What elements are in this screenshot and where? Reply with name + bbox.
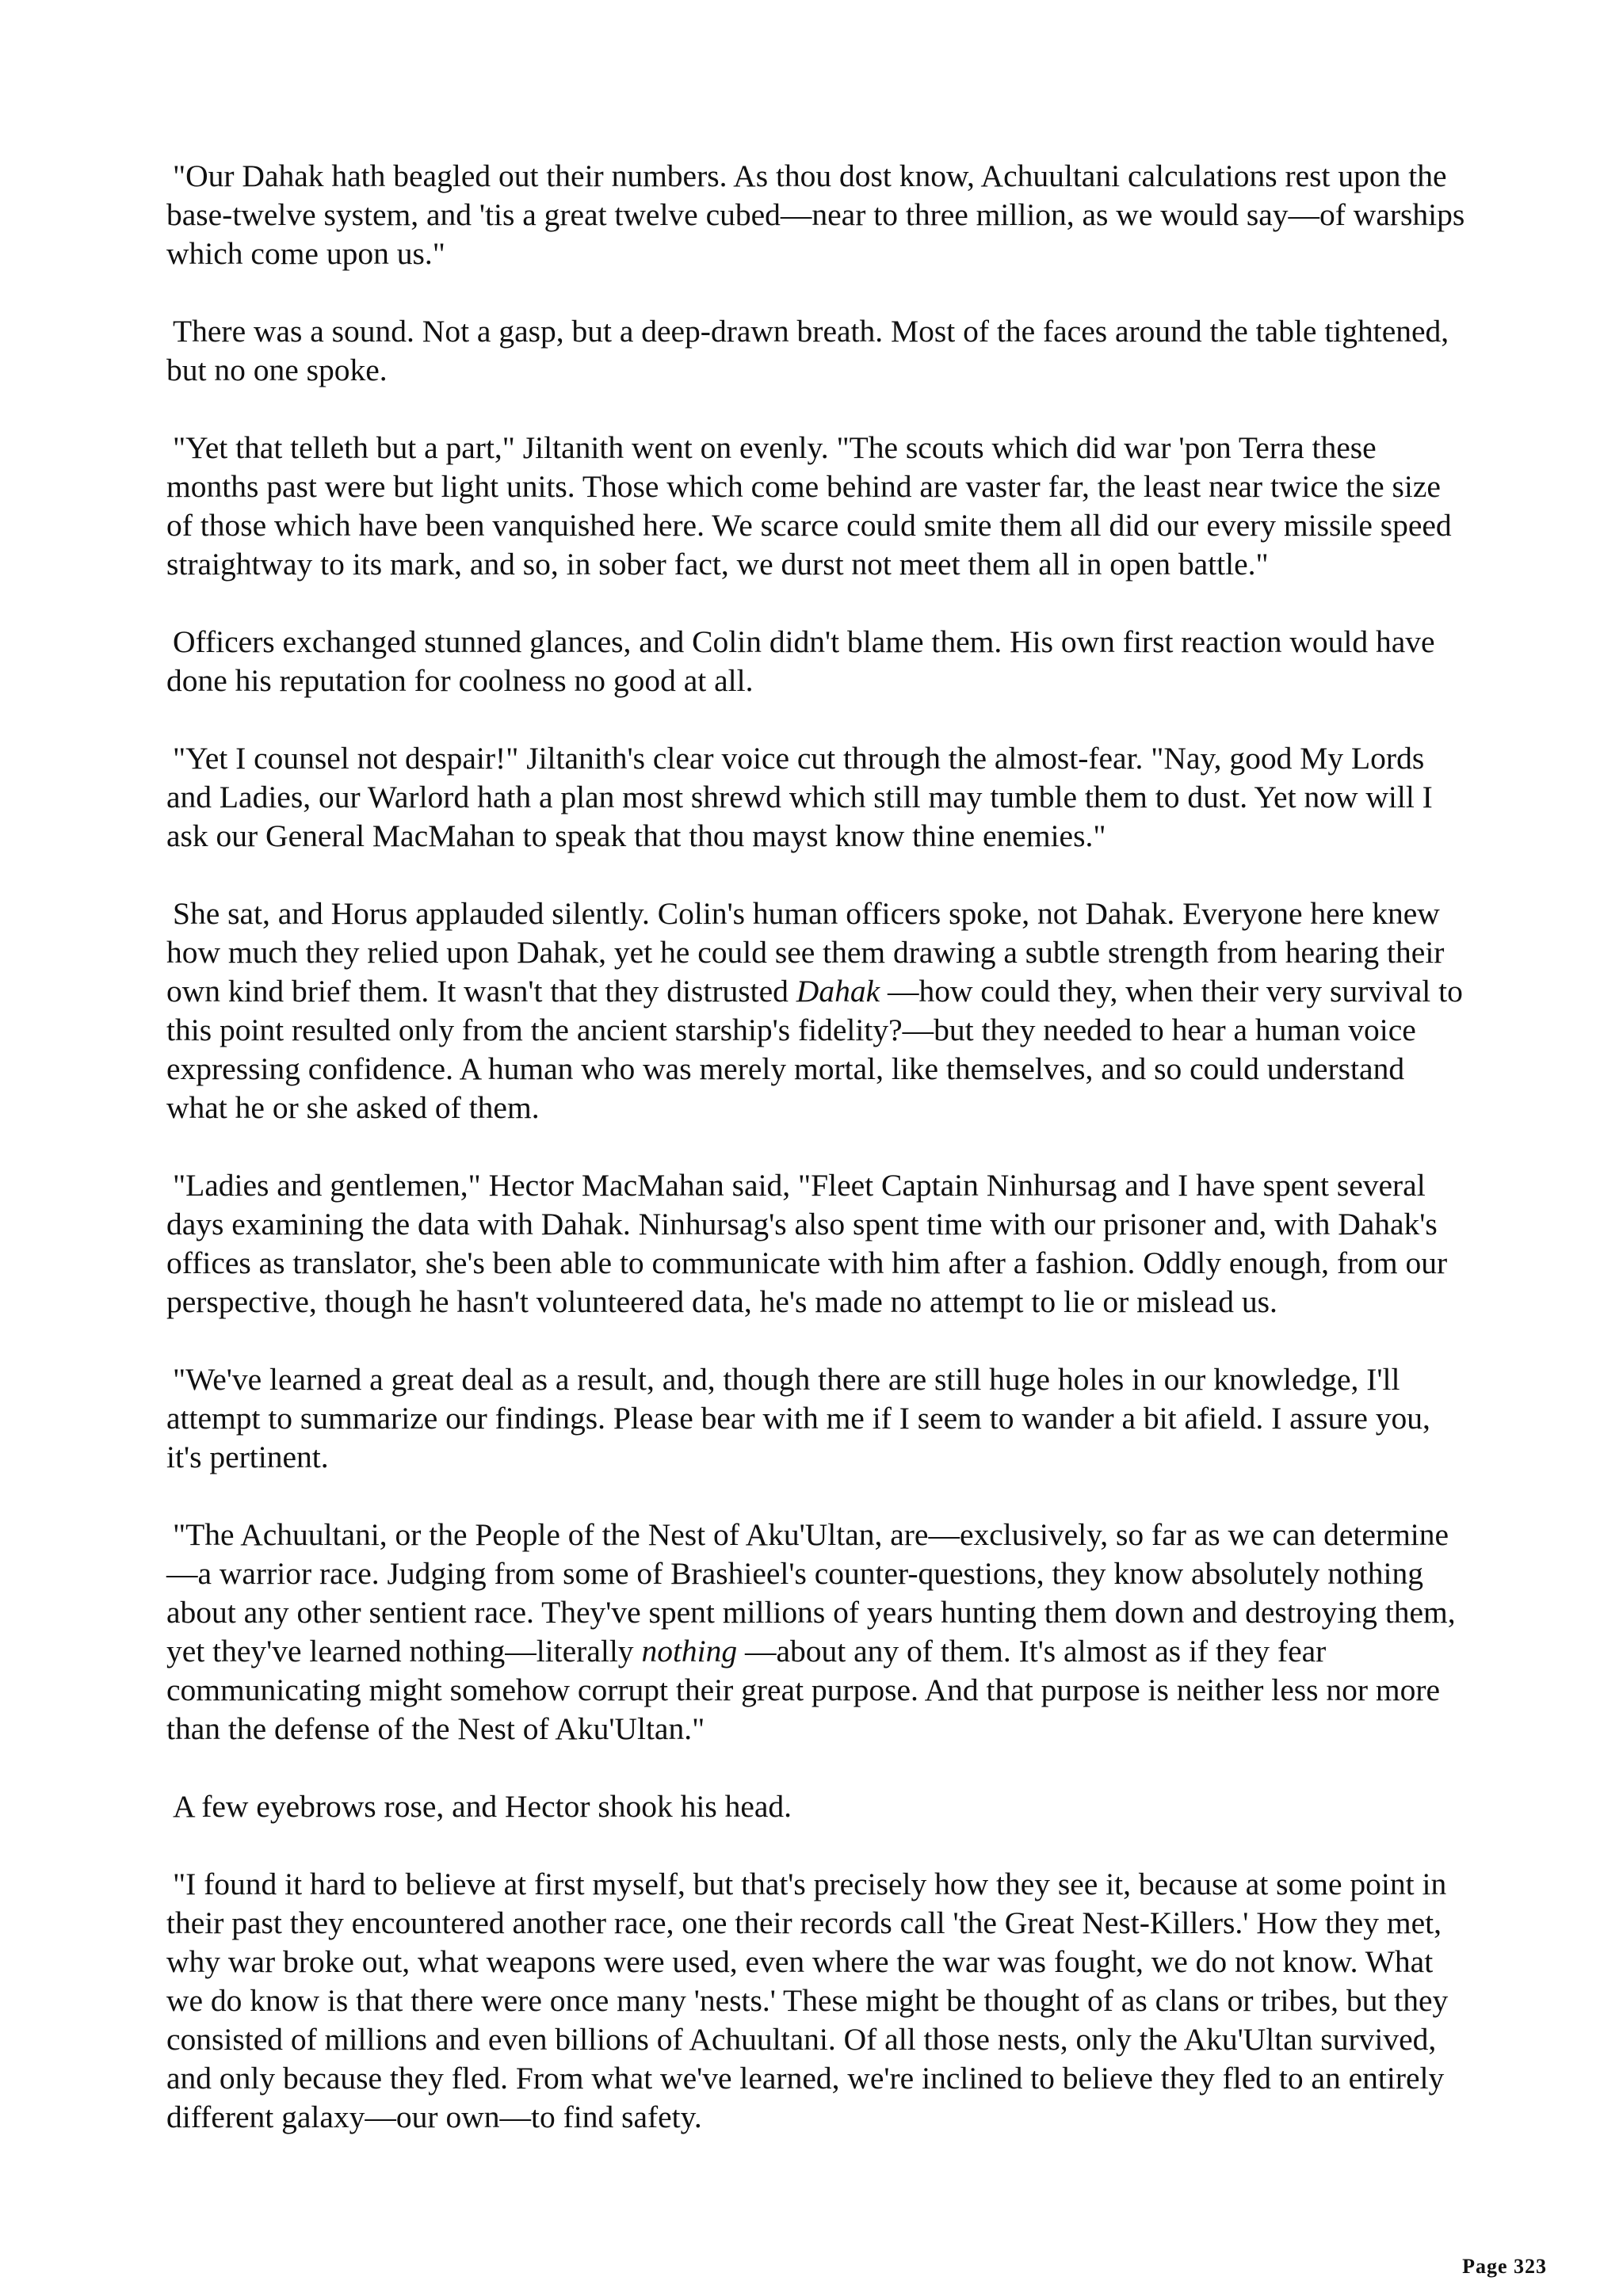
paragraph: [166, 1787, 1466, 1826]
paragraph: [166, 894, 1466, 1127]
paragraph-text: "Ladies and gentlemen," Hector MacMahan said, "Fleet Captain Ninhursag and I have spent several days examining the data with Dahak. Ninhursag's also spent time with our prisoner and, with Dahak's offices as translator, she's been able to communicate with him after a fashion. Oddly enough, from our perspective, though he hasn't volunteered data, he's made no attempt to lie or mislead us.: [166, 1168, 1448, 1319]
paragraph-text: A few eyebrows rose, and Hector shook his head.: [173, 1789, 792, 1824]
paragraph: [166, 157, 1466, 273]
paragraph-text: Officers exchanged stunned glances, and Colin didn't blame them. His own first reaction would have done his reputation for coolness no good at all.: [166, 624, 1435, 698]
paragraph: [166, 1516, 1466, 1749]
paragraph-text: "Our Dahak hath beagled out their numbers. As thou dost know, Achuultani calculations rest upon the base-twelve system, and 'tis a great twelve cubed—near to three million, as we would say—of warships which come upon us.": [166, 158, 1465, 271]
body-text: [166, 157, 1466, 2137]
paragraph: [166, 623, 1466, 700]
paragraph: [166, 739, 1466, 856]
paragraph: [166, 1166, 1466, 1322]
italic-text: Dahak: [796, 974, 880, 1009]
paragraph-text: She sat, and Horus applauded silently. Colin's human officers spoke, not Dahak. Everyone here knew how much they relied upon Dahak, yet he could see them drawing a subtle strength from hearing their own kind brief them. It wasn't that they distrusted: [166, 896, 1445, 1009]
paragraph-text: "The Achuultani, or the People of the Nest of Aku'Ultan, are—exclusively, so far as we can determine—a warrior race. Judging from some of Brashieel's counter-questions, they know absolutely nothing about any other sentient race. They've spent millions of years hunting them down and destroying them, yet they've learned nothing—literally: [166, 1517, 1456, 1669]
page-number: Page 323: [1462, 2255, 1547, 2278]
paragraph-text: "I found it hard to believe at first myself, but that's precisely how they see it, because at some point in their past they encountered another race, one their records call 'the Great Nest-Killers.' How they met, why war broke out, what weapons were used, even where the war was fought, we do not know. What we do know is that there were once many 'nests.' These might be thought of as clans or tribes, but they consisted of millions and even billions of Achuultani. Of all those nests, only the Aku'Ultan survived, and only because they fled. From what we've learned, we're inclined to believe they fled to an entirely different galaxy—our own—to find safety.: [166, 1867, 1449, 2134]
paragraph-text: —about any of them. It's almost as if they fear communicating might somehow corrupt their great purpose. And that purpose is neither less nor more than the defense of the Nest of Aku'Ultan.": [166, 1634, 1441, 1746]
paragraph-text: There was a sound. Not a gasp, but a deep-drawn breath. Most of the faces around the table tightened, but no one spoke.: [166, 314, 1449, 387]
paragraph: [166, 312, 1466, 390]
paragraph: [166, 1360, 1466, 1477]
paragraph-text: "Yet I counsel not despair!" Jiltanith's clear voice cut through the almost-fear. "Nay, good My Lords and Ladies, our Warlord hath a plan most shrewd which still may tumble them to dust. Yet now will I ask our General MacMahan to speak that thou mayst know thine enemies.": [166, 741, 1433, 853]
italic-text: nothing: [641, 1634, 738, 1669]
paragraph-text: "We've learned a great deal as a result, and, though there are still huge holes in our knowledge, I'll attempt to summarize our findings. Please bear with me if I seem to wander a bit afield. I assure you, it's pertinent.: [166, 1362, 1430, 1474]
paragraph-text: "Yet that telleth but a part," Jiltanith went on evenly. "The scouts which did war 'pon Terra these months past were but light units. Those which come behind are vaster far, the least near twice the size of those which have been vanquished here. We scarce could smite them all did our every missile speed straightway to its mark, and so, in sober fact, we durst not meet them all in open battle.": [166, 430, 1452, 582]
paragraph: [166, 429, 1466, 584]
paragraph: [166, 1865, 1466, 2137]
paragraph-text: —how could they, when their very survival to this point resulted only from the ancient starship's fidelity?—but they needed to hear a human voice expressing confidence. A human who was merely mortal, like themselves, and so could understand what he or she asked of them.: [166, 974, 1463, 1125]
